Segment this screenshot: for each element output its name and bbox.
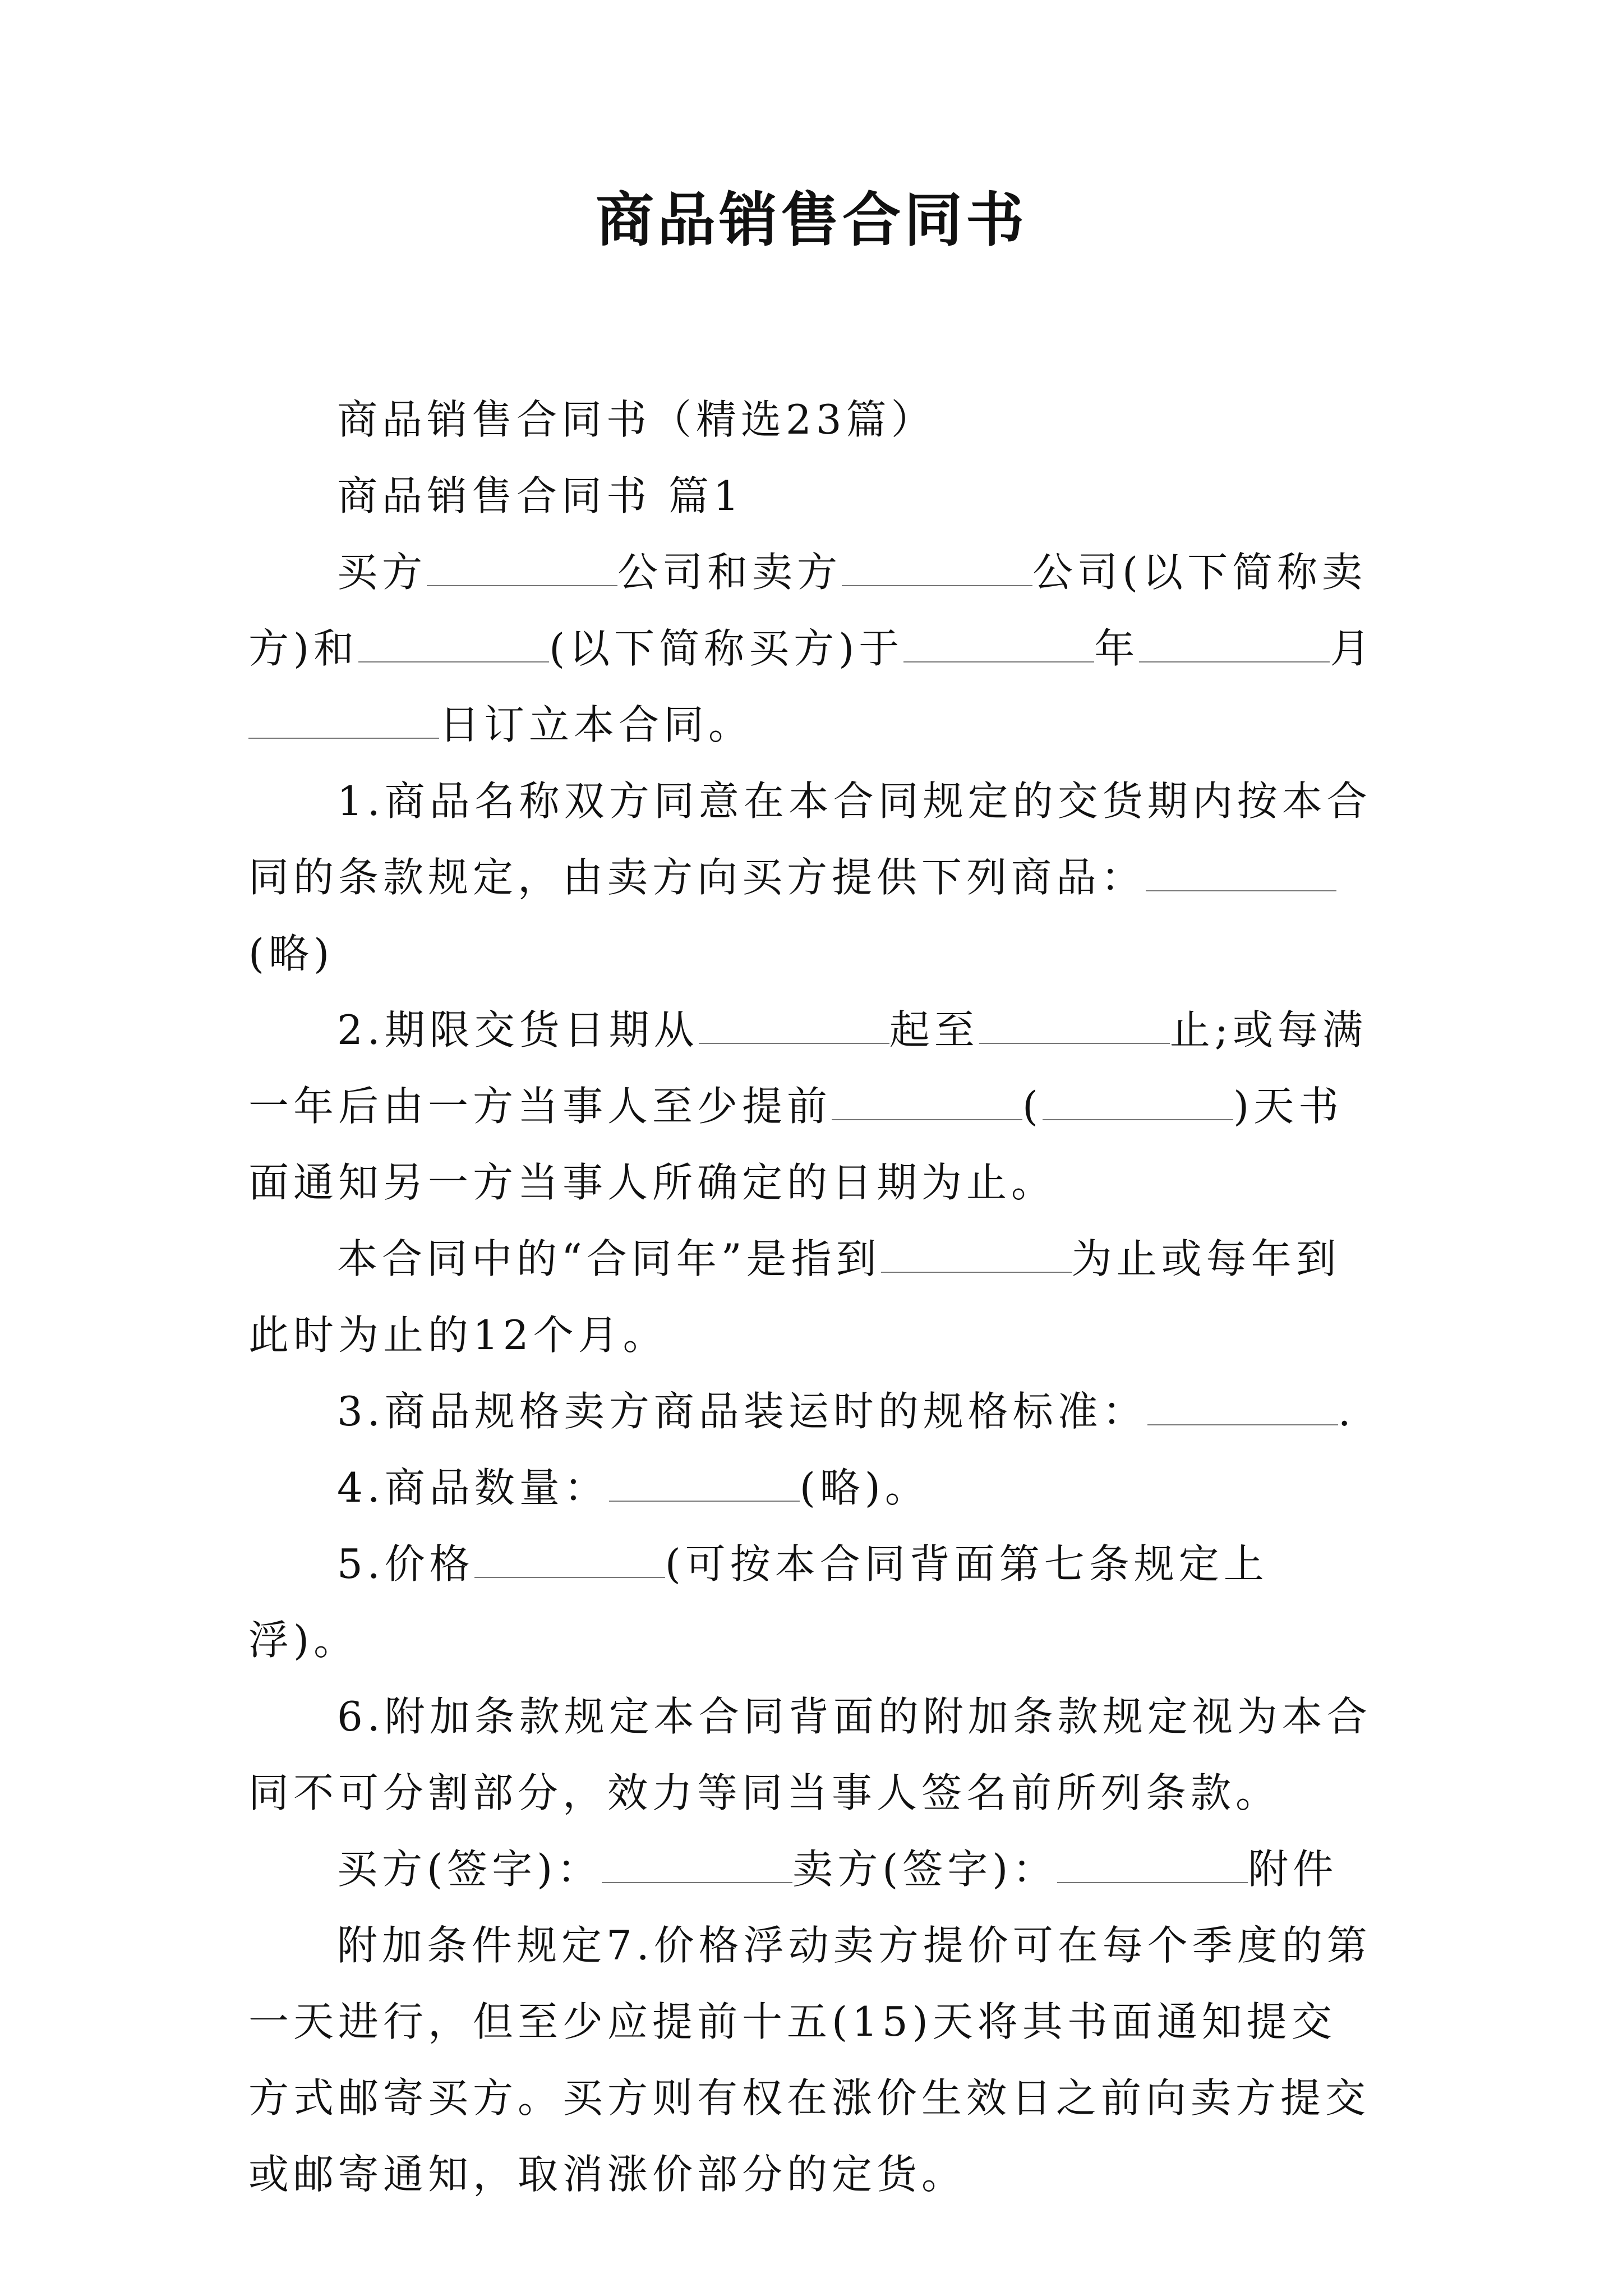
text-segment: 6.附加条款规定本合同背面的附加条款规定视为本合同不可分割部分，效力等同当事人签名前所列条款。 [248,1693,1372,1816]
text-segment: 买方 [337,549,427,596]
text-segment: 日订立本合同。 [439,701,754,748]
text-segment: ( [1022,1083,1043,1130]
text-segment: 2.期限交货日期从 [337,1006,699,1053]
subtitle-text: 商品销售合同书（精选23篇） [337,396,936,443]
text-segment: (以下简称买方)于 [549,625,904,672]
section-heading-text: 商品销售合同书 篇1 [337,472,744,519]
paragraph-specification [248,1373,1376,1450]
text-segment: 3.商品规格卖方商品装运时的规格标准： [337,1388,1147,1435]
text-segment: (略) [248,930,334,977]
text-segment: )天书面通知另一方当事人所确定的日期为止。 [248,1083,1344,1206]
paragraph-price-fluctuation [248,1907,1376,2212]
blank-field [699,1009,889,1044]
text-segment: 止;或每满一年后由一方当事人至少提前 [248,1006,1367,1130]
blank-field [248,704,439,739]
text-segment: (略)。 [799,1464,930,1511]
blank-field [358,628,549,662]
text-segment: (可按本合同背面第七条规定上浮)。 [248,1540,1269,1664]
blank-field [979,1009,1170,1044]
blank-field [1147,1391,1338,1425]
paragraph-parties [248,534,1376,763]
text-segment: . [1338,1388,1355,1435]
text-segment: 公司(以下简称卖方)和 [248,549,1367,672]
document-body [248,381,1376,2212]
blank-field [842,551,1032,586]
blank-field [832,1085,1022,1120]
paragraph-additional-terms [248,1678,1376,1831]
paragraph-goods-name [248,763,1376,992]
blank-field [427,551,617,586]
text-segment: 本合同中的“合同年”是指到 [337,1235,881,1282]
buyer-signature-label: 买方(签字)： [337,1846,602,1893]
attachment-label: 附件 [1248,1846,1338,1893]
text-segment: 公司和卖方 [617,549,842,596]
text-segment: 1.商品名称双方同意在本合同规定的交货期内按本合同的条款规定，由卖方向买方提供下列商品： [248,777,1372,901]
document-title: 商品销售合同书 [595,185,1027,254]
blank-field [474,1543,665,1578]
text-segment: 5.价格 [337,1540,474,1588]
paragraph-signatures [248,1831,1376,1907]
text-segment: 月 [1330,625,1375,672]
blank-field [609,1467,800,1502]
seller-signature-label: 卖方(签字)： [792,1846,1058,1893]
section-heading [248,458,1376,534]
paragraph-price [248,1526,1376,1678]
blank-field [1139,628,1330,662]
blank-field [1043,1085,1233,1120]
subtitle [248,381,1376,458]
blank-field [1146,857,1336,891]
blank-field [881,1238,1072,1273]
blank-field [602,1848,792,1883]
paragraph-contract-year [248,1221,1376,1373]
paragraph-quantity [248,1450,1376,1526]
text-segment: 年 [1094,625,1140,672]
text-segment: 为止或每年到此时为止的12个月。 [248,1235,1341,1359]
text-segment: 起至 [889,1006,979,1053]
blank-field [903,628,1094,662]
paragraph-delivery-term [248,992,1376,1221]
text-segment: 4.商品数量： [337,1464,609,1511]
text-segment: 附加条件规定7.价格浮动卖方提价可在每个季度的第一天进行，但至少应提前十五(15)天将其书面通知提交方式邮寄买方。买方则有权在涨价生效日之前向卖方提交或邮寄通知，取消涨价部分的定货。 [248,1922,1372,2198]
blank-field [1057,1848,1248,1883]
